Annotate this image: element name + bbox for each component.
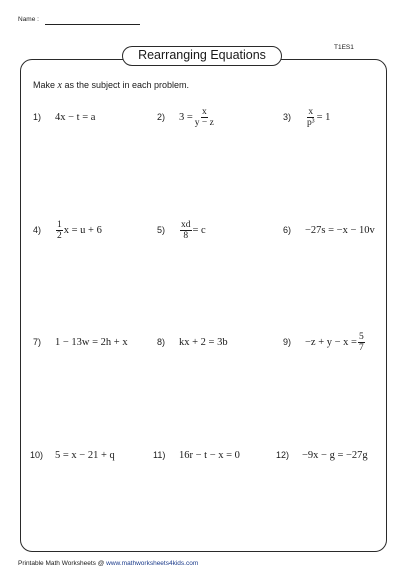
fraction-numerator: 1	[57, 219, 62, 230]
fraction-numerator: 5	[358, 331, 364, 342]
footer-link[interactable]: www.mathworksheets4kids.com	[106, 560, 199, 567]
equation-rhs: = 1	[316, 111, 331, 123]
footer	[18, 560, 198, 567]
problem-equation	[305, 332, 366, 353]
fraction-denominator: y − z	[194, 117, 214, 128]
problem-equation	[305, 107, 330, 128]
equation-lhs: 3 =	[179, 111, 193, 123]
problem-number: 6)	[283, 225, 292, 235]
equation-lhs: −z + y − x =	[305, 336, 357, 348]
problem-number: 12)	[276, 450, 290, 460]
fraction	[194, 107, 215, 128]
instruction-text	[33, 80, 189, 91]
worksheet-title: Rearranging Equations	[122, 46, 282, 66]
fraction-denominator: 7	[358, 342, 364, 353]
equation-rhs: = c	[192, 224, 206, 236]
instruction-variable: x	[57, 80, 62, 91]
problem-number: 5)	[157, 225, 166, 235]
instruction-prefix: Make	[33, 80, 58, 90]
problem-number: 2)	[157, 112, 166, 122]
fraction-denominator: 2	[57, 230, 62, 241]
problem-equation: 1 − 13w = 2h + x	[55, 336, 128, 348]
worksheet-code: T1ES1	[334, 44, 354, 51]
problem-equation: kx + 2 = 3b	[179, 336, 228, 348]
problem-equation	[55, 220, 102, 241]
problem-number: 3)	[283, 112, 292, 122]
problem-number: 9)	[283, 337, 292, 347]
problem-10	[30, 444, 115, 466]
fraction	[358, 332, 365, 353]
problem-equation	[179, 220, 206, 241]
problem-9	[283, 331, 366, 353]
fraction	[56, 220, 63, 241]
equation-rhs: x = u + 6	[63, 224, 102, 236]
problem-6	[283, 219, 375, 241]
problem-number: 4)	[33, 225, 42, 235]
fraction-denominator: p³	[307, 117, 315, 128]
fraction-denominator: 8	[183, 230, 189, 241]
fraction-numerator: x	[308, 106, 314, 117]
fraction	[306, 107, 316, 128]
problem-equation: −27s = −x − 10v	[305, 224, 375, 236]
problem-5	[157, 219, 206, 241]
name-label: Name :	[18, 16, 39, 23]
footer-prefix: Printable Math Worksheets @	[18, 560, 107, 567]
problem-number: 11)	[153, 450, 166, 460]
fraction	[180, 220, 192, 241]
problem-equation: −9x − g = −27g	[302, 449, 368, 461]
problem-number: 10)	[30, 450, 44, 460]
fraction-numerator: x	[201, 106, 207, 117]
problem-equation: 4x − t = a	[55, 111, 96, 123]
problem-7	[33, 331, 128, 353]
problem-2	[157, 106, 216, 128]
problem-8	[157, 331, 228, 353]
fraction-numerator: xd	[181, 219, 191, 230]
problem-4	[33, 219, 102, 241]
name-input-line[interactable]	[45, 24, 140, 25]
problem-equation: 16r − t − x = 0	[179, 449, 240, 461]
instruction-suffix: as the subject in each problem.	[61, 80, 190, 90]
worksheet-frame	[20, 59, 387, 552]
problem-1	[33, 106, 95, 128]
problem-11	[153, 444, 240, 466]
problem-equation	[179, 107, 216, 128]
problem-number: 8)	[157, 337, 166, 347]
problem-number: 1)	[33, 112, 42, 122]
problem-3	[283, 106, 330, 128]
problem-12	[276, 444, 368, 466]
problem-equation: 5 = x − 21 + q	[55, 449, 115, 461]
problem-number: 7)	[33, 337, 42, 347]
